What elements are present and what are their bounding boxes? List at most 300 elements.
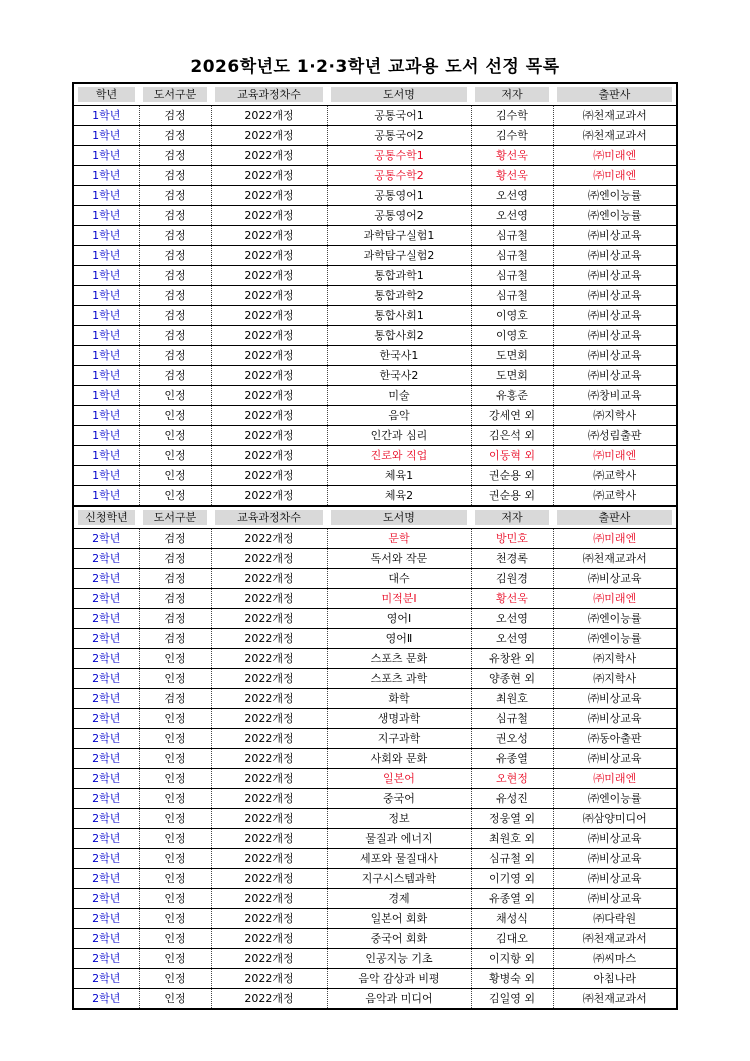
author-cell: 심규철 외 (471, 849, 553, 869)
publisher-cell: ㈜천재교과서 (553, 549, 677, 569)
book-type-cell: 검정 (139, 246, 211, 266)
book-title-cell: 지구시스템과학 (327, 869, 471, 889)
table-row (73, 286, 677, 306)
book-type-cell: 검정 (139, 226, 211, 246)
book-type-cell: 인정 (139, 989, 211, 1010)
table-row (73, 166, 677, 186)
column-header (553, 83, 677, 106)
book-type-cell: 검정 (139, 589, 211, 609)
publisher-cell: ㈜천재교과서 (553, 106, 677, 126)
publisher-cell: ㈜비상교육 (553, 709, 677, 729)
author-cell: 오선영 (471, 186, 553, 206)
column-header-label: 신청학년 (78, 510, 135, 525)
author-cell: 심규철 (471, 709, 553, 729)
book-type-cell: 검정 (139, 549, 211, 569)
grade-cell: 1학년 (73, 486, 139, 507)
author-cell: 오현정 (471, 769, 553, 789)
author-cell: 오선영 (471, 206, 553, 226)
book-type-cell: 검정 (139, 366, 211, 386)
column-header (73, 83, 139, 106)
grade-cell: 1학년 (73, 446, 139, 466)
book-title-cell: 인공지능 기초 (327, 949, 471, 969)
book-title-cell: 중국어 (327, 789, 471, 809)
publisher-cell: ㈜삼양미디어 (553, 809, 677, 829)
column-header (471, 506, 553, 529)
curriculum-cell: 2022개정 (211, 689, 327, 709)
table-row (73, 669, 677, 689)
table-row (73, 809, 677, 829)
book-title-cell: 경제 (327, 889, 471, 909)
grade-cell: 1학년 (73, 166, 139, 186)
grade-cell: 1학년 (73, 206, 139, 226)
book-type-cell: 인정 (139, 406, 211, 426)
curriculum-cell: 2022개정 (211, 789, 327, 809)
book-title-cell: 문학 (327, 529, 471, 549)
table-row (73, 529, 677, 549)
publisher-cell: ㈜비상교육 (553, 366, 677, 386)
table-row (73, 366, 677, 386)
column-header (73, 506, 139, 529)
author-cell: 권순용 외 (471, 466, 553, 486)
book-title-cell: 통합사회2 (327, 326, 471, 346)
book-type-cell: 검정 (139, 146, 211, 166)
table-row (73, 649, 677, 669)
author-cell: 심규철 (471, 286, 553, 306)
book-type-cell: 검정 (139, 529, 211, 549)
grade-cell: 2학년 (73, 629, 139, 649)
book-title-cell: 정보 (327, 809, 471, 829)
publisher-cell: ㈜엔이능률 (553, 186, 677, 206)
curriculum-cell: 2022개정 (211, 749, 327, 769)
curriculum-cell: 2022개정 (211, 769, 327, 789)
publisher-cell: ㈜비상교육 (553, 849, 677, 869)
book-title-cell: 미술 (327, 386, 471, 406)
grade-cell: 2학년 (73, 649, 139, 669)
book-type-cell: 인정 (139, 729, 211, 749)
curriculum-cell: 2022개정 (211, 206, 327, 226)
column-header-label: 교육과정차수 (215, 87, 323, 102)
grade-cell: 1학년 (73, 346, 139, 366)
curriculum-cell: 2022개정 (211, 949, 327, 969)
publisher-cell: ㈜미래엔 (553, 166, 677, 186)
publisher-cell: ㈜엔이능률 (553, 206, 677, 226)
curriculum-cell: 2022개정 (211, 889, 327, 909)
curriculum-cell: 2022개정 (211, 246, 327, 266)
table-row (73, 466, 677, 486)
table-row (73, 869, 677, 889)
book-type-cell: 인정 (139, 829, 211, 849)
curriculum-cell: 2022개정 (211, 849, 327, 869)
curriculum-cell: 2022개정 (211, 286, 327, 306)
book-type-cell: 인정 (139, 466, 211, 486)
author-cell: 이기영 외 (471, 869, 553, 889)
book-type-cell: 인정 (139, 426, 211, 446)
book-type-cell: 인정 (139, 749, 211, 769)
grade-cell: 2학년 (73, 969, 139, 989)
author-cell: 황선욱 (471, 146, 553, 166)
curriculum-cell: 2022개정 (211, 226, 327, 246)
book-type-cell: 검정 (139, 106, 211, 126)
publisher-cell: ㈜비상교육 (553, 569, 677, 589)
publisher-cell: ㈜비상교육 (553, 889, 677, 909)
curriculum-cell: 2022개정 (211, 709, 327, 729)
book-title-cell: 한국사2 (327, 366, 471, 386)
column-header-label: 도서구분 (143, 87, 207, 102)
curriculum-cell: 2022개정 (211, 446, 327, 466)
grade-cell: 1학년 (73, 366, 139, 386)
table-row (73, 989, 677, 1010)
author-cell: 김일영 외 (471, 989, 553, 1010)
book-title-cell: 공통수학2 (327, 166, 471, 186)
curriculum-cell: 2022개정 (211, 609, 327, 629)
grade-cell: 2학년 (73, 769, 139, 789)
column-header (553, 506, 677, 529)
grade-cell: 2학년 (73, 709, 139, 729)
grade-cell: 2학년 (73, 869, 139, 889)
curriculum-cell: 2022개정 (211, 426, 327, 446)
table-row (73, 889, 677, 909)
author-cell: 권순용 외 (471, 486, 553, 507)
publisher-cell: ㈜비상교육 (553, 306, 677, 326)
book-type-cell: 검정 (139, 206, 211, 226)
grade-cell: 2학년 (73, 829, 139, 849)
column-header (139, 83, 211, 106)
book-type-cell: 인정 (139, 869, 211, 889)
curriculum-cell: 2022개정 (211, 909, 327, 929)
grade-cell: 2학년 (73, 849, 139, 869)
book-type-cell: 인정 (139, 969, 211, 989)
publisher-cell: ㈜다락원 (553, 909, 677, 929)
book-title-cell: 물질과 에너지 (327, 829, 471, 849)
author-cell: 심규철 (471, 246, 553, 266)
author-cell: 이지항 외 (471, 949, 553, 969)
book-type-cell: 인정 (139, 889, 211, 909)
author-cell: 도면회 (471, 366, 553, 386)
publisher-cell: ㈜천재교과서 (553, 989, 677, 1010)
book-title-cell: 과학탐구실험1 (327, 226, 471, 246)
author-cell: 채성식 (471, 909, 553, 929)
column-header (327, 506, 471, 529)
author-cell: 김수학 (471, 126, 553, 146)
publisher-cell: ㈜엔이능률 (553, 629, 677, 649)
publisher-cell: ㈜엔이능률 (553, 789, 677, 809)
table-row (73, 709, 677, 729)
column-header-label: 저자 (475, 510, 549, 525)
book-type-cell: 인정 (139, 669, 211, 689)
curriculum-cell: 2022개정 (211, 346, 327, 366)
curriculum-cell: 2022개정 (211, 809, 327, 829)
publisher-cell: ㈜비상교육 (553, 346, 677, 366)
curriculum-cell: 2022개정 (211, 146, 327, 166)
book-title-cell: 일본어 회화 (327, 909, 471, 929)
table-row (73, 689, 677, 709)
publisher-cell: ㈜비상교육 (553, 749, 677, 769)
book-title-cell: 통합사회1 (327, 306, 471, 326)
book-title-cell: 공통영어2 (327, 206, 471, 226)
book-type-cell: 검정 (139, 609, 211, 629)
grade-cell: 2학년 (73, 589, 139, 609)
column-header (211, 83, 327, 106)
curriculum-cell: 2022개정 (211, 466, 327, 486)
grade-cell: 2학년 (73, 529, 139, 549)
publisher-cell: ㈜비상교육 (553, 226, 677, 246)
book-title-cell: 과학탐구실험2 (327, 246, 471, 266)
book-title-cell: 통합과학2 (327, 286, 471, 306)
publisher-cell: ㈜지학사 (553, 406, 677, 426)
book-title-cell: 독서와 작문 (327, 549, 471, 569)
table-row (73, 589, 677, 609)
book-title-cell: 스포츠 문화 (327, 649, 471, 669)
curriculum-cell: 2022개정 (211, 486, 327, 507)
book-title-cell: 미적분Ⅰ (327, 589, 471, 609)
page-title: 2026학년도 1·2·3학년 교과용 도서 선정 목록 (190, 57, 560, 77)
table-row (73, 829, 677, 849)
author-cell: 방민호 (471, 529, 553, 549)
curriculum-cell: 2022개정 (211, 989, 327, 1010)
book-title-cell: 음악 감상과 비평 (327, 969, 471, 989)
author-cell: 오선영 (471, 629, 553, 649)
table-row (73, 789, 677, 809)
table-row (73, 769, 677, 789)
column-header-label: 도서구분 (143, 510, 207, 525)
table-row (73, 306, 677, 326)
publisher-cell: ㈜천재교과서 (553, 929, 677, 949)
publisher-cell: ㈜비상교육 (553, 869, 677, 889)
book-type-cell: 검정 (139, 326, 211, 346)
grade-cell: 1학년 (73, 326, 139, 346)
book-type-cell: 인정 (139, 649, 211, 669)
grade-cell: 1학년 (73, 226, 139, 246)
grade-cell: 2학년 (73, 809, 139, 829)
author-cell: 유창완 외 (471, 649, 553, 669)
author-cell: 심규철 (471, 266, 553, 286)
grade-cell: 2학년 (73, 549, 139, 569)
author-cell: 황선욱 (471, 166, 553, 186)
curriculum-cell: 2022개정 (211, 306, 327, 326)
curriculum-cell: 2022개정 (211, 126, 327, 146)
column-header-label: 학년 (78, 87, 135, 102)
author-cell: 김수학 (471, 106, 553, 126)
book-title-cell: 화학 (327, 689, 471, 709)
curriculum-cell: 2022개정 (211, 186, 327, 206)
author-cell: 김대오 (471, 929, 553, 949)
table-row (73, 266, 677, 286)
author-cell: 천경록 (471, 549, 553, 569)
column-header-label: 출판사 (557, 510, 672, 525)
author-cell: 유홍준 (471, 386, 553, 406)
book-type-cell: 인정 (139, 849, 211, 869)
table-row (73, 246, 677, 266)
column-header (139, 506, 211, 529)
grade-cell: 2학년 (73, 729, 139, 749)
book-type-cell: 검정 (139, 689, 211, 709)
grade-cell: 2학년 (73, 909, 139, 929)
book-type-cell: 인정 (139, 909, 211, 929)
column-header (211, 506, 327, 529)
curriculum-cell: 2022개정 (211, 326, 327, 346)
curriculum-cell: 2022개정 (211, 829, 327, 849)
author-cell: 유종열 외 (471, 889, 553, 909)
column-header-label: 저자 (475, 87, 549, 102)
grade-cell: 1학년 (73, 186, 139, 206)
author-cell: 권오성 (471, 729, 553, 749)
curriculum-cell: 2022개정 (211, 266, 327, 286)
column-header-label: 교육과정차수 (215, 510, 323, 525)
publisher-cell: ㈜지학사 (553, 649, 677, 669)
table-row (73, 386, 677, 406)
author-cell: 황병숙 외 (471, 969, 553, 989)
book-title-cell: 체육1 (327, 466, 471, 486)
table-row (73, 609, 677, 629)
book-type-cell: 검정 (139, 286, 211, 306)
book-type-cell: 검정 (139, 266, 211, 286)
curriculum-cell: 2022개정 (211, 366, 327, 386)
grade-cell: 2학년 (73, 929, 139, 949)
publisher-cell: ㈜비상교육 (553, 266, 677, 286)
publisher-cell: ㈜지학사 (553, 669, 677, 689)
book-type-cell: 검정 (139, 166, 211, 186)
grade-cell: 1학년 (73, 146, 139, 166)
book-type-cell: 인정 (139, 709, 211, 729)
author-cell: 황선욱 (471, 589, 553, 609)
curriculum-cell: 2022개정 (211, 166, 327, 186)
grade-cell: 1학년 (73, 406, 139, 426)
author-cell: 최원호 (471, 689, 553, 709)
table-header-row (73, 506, 677, 529)
publisher-cell: ㈜비상교육 (553, 829, 677, 849)
table-row (73, 909, 677, 929)
author-cell: 유성진 (471, 789, 553, 809)
author-cell: 강세연 외 (471, 406, 553, 426)
book-title-cell: 인간과 심리 (327, 426, 471, 446)
curriculum-cell: 2022개정 (211, 729, 327, 749)
grade-cell: 2학년 (73, 689, 139, 709)
curriculum-cell: 2022개정 (211, 649, 327, 669)
book-title-cell: 공통국어1 (327, 106, 471, 126)
book-title-cell: 일본어 (327, 769, 471, 789)
book-type-cell: 인정 (139, 809, 211, 829)
table-row (73, 729, 677, 749)
grade-cell: 1학년 (73, 426, 139, 446)
curriculum-cell: 2022개정 (211, 929, 327, 949)
author-cell: 심규철 (471, 226, 553, 246)
book-title-cell: 음악과 미디어 (327, 989, 471, 1010)
book-type-cell: 인정 (139, 486, 211, 507)
publisher-cell: ㈜비상교육 (553, 246, 677, 266)
table-row (73, 146, 677, 166)
publisher-cell: ㈜씨마스 (553, 949, 677, 969)
column-header (471, 83, 553, 106)
curriculum-cell: 2022개정 (211, 669, 327, 689)
table-row (73, 426, 677, 446)
book-title-cell: 세포와 물질대사 (327, 849, 471, 869)
book-title-cell: 지구과학 (327, 729, 471, 749)
table-header-row (73, 83, 677, 106)
publisher-cell: ㈜미래엔 (553, 529, 677, 549)
grade-cell: 1학년 (73, 466, 139, 486)
author-cell: 도면회 (471, 346, 553, 366)
table-row (73, 406, 677, 426)
book-title-cell: 공통국어2 (327, 126, 471, 146)
publisher-cell: ㈜교학사 (553, 486, 677, 507)
publisher-cell: ㈜미래엔 (553, 589, 677, 609)
grade-cell: 1학년 (73, 286, 139, 306)
table-row (73, 326, 677, 346)
book-title-cell: 음악 (327, 406, 471, 426)
book-title-cell: 스포츠 과학 (327, 669, 471, 689)
book-type-cell: 검정 (139, 126, 211, 146)
curriculum-cell: 2022개정 (211, 106, 327, 126)
grade-cell: 2학년 (73, 669, 139, 689)
grade-cell: 2학년 (73, 789, 139, 809)
book-type-cell: 인정 (139, 386, 211, 406)
table-row (73, 126, 677, 146)
table-row (73, 226, 677, 246)
book-type-cell: 검정 (139, 346, 211, 366)
publisher-cell: ㈜엔이능률 (553, 609, 677, 629)
publisher-cell: ㈜창비교육 (553, 386, 677, 406)
author-cell: 김은석 외 (471, 426, 553, 446)
table-row (73, 849, 677, 869)
book-title-cell: 생명과학 (327, 709, 471, 729)
book-title-cell: 사회와 문화 (327, 749, 471, 769)
book-title-cell: 영어Ⅱ (327, 629, 471, 649)
publisher-cell: ㈜미래엔 (553, 446, 677, 466)
book-title-cell: 진로와 직업 (327, 446, 471, 466)
book-type-cell: 검정 (139, 306, 211, 326)
author-cell: 이영호 (471, 326, 553, 346)
grade-cell: 2학년 (73, 989, 139, 1010)
column-header (327, 83, 471, 106)
table-row (73, 486, 677, 507)
column-header-label: 출판사 (557, 87, 672, 102)
publisher-cell: ㈜비상교육 (553, 286, 677, 306)
publisher-cell: ㈜비상교육 (553, 689, 677, 709)
grade-cell: 2학년 (73, 889, 139, 909)
grade-cell: 1학년 (73, 106, 139, 126)
book-title-cell: 체육2 (327, 486, 471, 507)
grade-cell: 2학년 (73, 949, 139, 969)
table-row (73, 206, 677, 226)
grade-cell: 2학년 (73, 749, 139, 769)
column-header-label: 도서명 (331, 510, 467, 525)
book-type-cell: 검정 (139, 186, 211, 206)
table-row (73, 629, 677, 649)
author-cell: 김원경 (471, 569, 553, 589)
book-type-cell: 검정 (139, 569, 211, 589)
column-header-label: 도서명 (331, 87, 467, 102)
table-row (73, 549, 677, 569)
book-title-cell: 대수 (327, 569, 471, 589)
book-title-cell: 통합과학1 (327, 266, 471, 286)
curriculum-cell: 2022개정 (211, 869, 327, 889)
grade-cell: 2학년 (73, 609, 139, 629)
table-row (73, 186, 677, 206)
author-cell: 유종열 (471, 749, 553, 769)
grade-cell: 1학년 (73, 126, 139, 146)
curriculum-cell: 2022개정 (211, 569, 327, 589)
publisher-cell: ㈜미래엔 (553, 146, 677, 166)
book-title-cell: 공통수학1 (327, 146, 471, 166)
author-cell: 이영호 (471, 306, 553, 326)
book-type-cell: 인정 (139, 789, 211, 809)
table-row (73, 106, 677, 126)
table-row (73, 749, 677, 769)
textbook-table (72, 82, 678, 1010)
table-row (73, 949, 677, 969)
curriculum-cell: 2022개정 (211, 549, 327, 569)
publisher-cell: ㈜동아출판 (553, 729, 677, 749)
